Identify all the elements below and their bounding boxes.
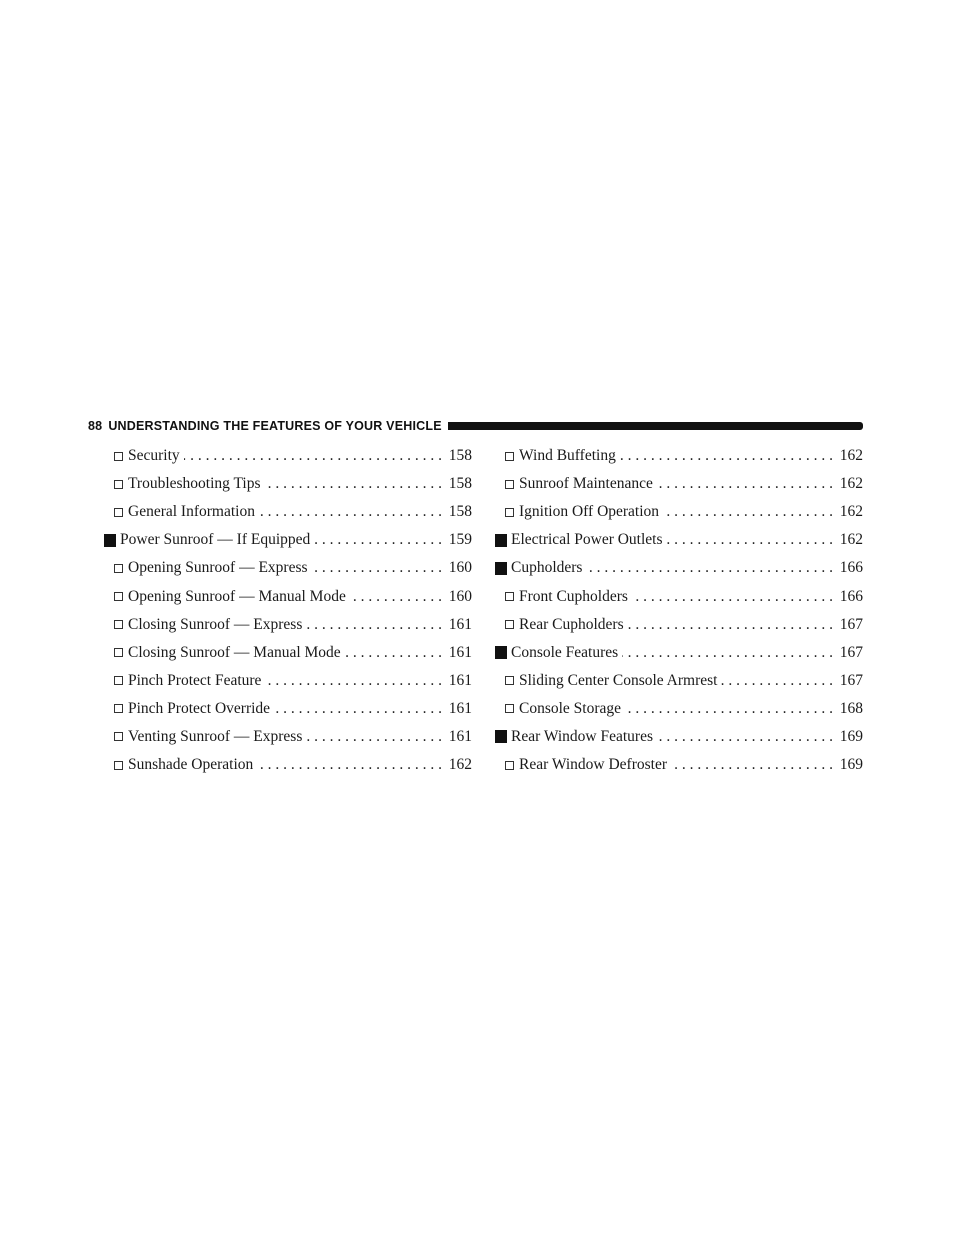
dot-leader bbox=[314, 531, 442, 549]
toc-entry-page: 161 bbox=[448, 699, 472, 717]
toc-entry[interactable] bbox=[495, 723, 863, 751]
dot-leader bbox=[628, 616, 833, 634]
open-square-bullet-icon bbox=[505, 704, 514, 713]
dot-leader bbox=[657, 475, 833, 493]
toc-entry-label: Wind Buffeting bbox=[519, 447, 616, 465]
toc-left-column bbox=[104, 442, 472, 779]
dot-leader bbox=[622, 644, 833, 662]
toc-entry-label: Rear Cupholders bbox=[519, 615, 624, 633]
toc-entry-label: Console Storage bbox=[519, 699, 622, 717]
toc-entry-label: Power Sunroof — If Equipped bbox=[120, 531, 311, 549]
toc-entry-label: Opening Sunroof — Manual Mode bbox=[128, 587, 346, 605]
toc-entry-page: 161 bbox=[448, 643, 472, 661]
toc-entry-label: Console Features bbox=[511, 643, 619, 661]
open-square-bullet-icon bbox=[505, 508, 514, 517]
toc-entry-label: Ignition Off Operation bbox=[519, 503, 660, 521]
dot-leader bbox=[184, 447, 442, 465]
toc-entry-page: 161 bbox=[448, 671, 472, 689]
page-number: 88 bbox=[88, 419, 103, 433]
toc-entry-page: 162 bbox=[839, 447, 863, 465]
toc-entry[interactable] bbox=[104, 470, 472, 498]
toc-entry[interactable] bbox=[104, 751, 472, 779]
dot-leader bbox=[265, 475, 442, 493]
toc-entry-page: 169 bbox=[839, 727, 863, 745]
dot-leader bbox=[632, 588, 833, 606]
toc-entry[interactable] bbox=[104, 611, 472, 639]
open-square-bullet-icon bbox=[505, 480, 514, 489]
toc-entry-page: 167 bbox=[839, 643, 863, 661]
toc-entry[interactable] bbox=[495, 639, 863, 667]
section-title: UNDERSTANDING THE FEATURES OF YOUR VEHICLE bbox=[108, 419, 442, 433]
open-square-bullet-icon bbox=[114, 704, 123, 713]
toc-entry[interactable] bbox=[104, 667, 472, 695]
filled-square-bullet-icon bbox=[495, 646, 507, 659]
toc-entry[interactable] bbox=[495, 526, 863, 554]
toc-entry-page: 158 bbox=[448, 475, 472, 493]
dot-leader bbox=[306, 616, 442, 634]
dot-leader bbox=[345, 644, 442, 662]
toc-entry-page: 158 bbox=[448, 503, 472, 521]
toc-entry-page: 161 bbox=[448, 727, 472, 745]
dot-leader bbox=[657, 728, 833, 746]
toc-entry-label: Closing Sunroof — Express bbox=[128, 615, 303, 633]
dot-leader bbox=[667, 531, 833, 549]
open-square-bullet-icon bbox=[114, 676, 123, 685]
toc-entry-label: Sliding Center Console Armrest bbox=[519, 671, 718, 689]
toc-entry-page: 160 bbox=[448, 559, 472, 577]
toc-entry-page: 168 bbox=[839, 699, 863, 717]
toc-entry[interactable] bbox=[104, 498, 472, 526]
dot-leader bbox=[265, 672, 442, 690]
open-square-bullet-icon bbox=[114, 592, 123, 601]
toc-entry[interactable] bbox=[104, 554, 472, 582]
open-square-bullet-icon bbox=[114, 620, 123, 629]
toc-entry[interactable] bbox=[104, 442, 472, 470]
toc-entry-label: Electrical Power Outlets bbox=[511, 531, 663, 549]
toc-entry[interactable] bbox=[104, 582, 472, 610]
toc-entry[interactable] bbox=[495, 498, 863, 526]
toc-entry-label: Pinch Protect Feature bbox=[128, 671, 262, 689]
open-square-bullet-icon bbox=[505, 452, 514, 461]
toc-entry-page: 166 bbox=[839, 559, 863, 577]
toc-entry[interactable] bbox=[104, 639, 472, 667]
open-square-bullet-icon bbox=[114, 508, 123, 517]
toc-entry[interactable] bbox=[495, 751, 863, 779]
toc-entry[interactable] bbox=[495, 582, 863, 610]
toc-entry-page: 162 bbox=[839, 531, 863, 549]
toc-right-column bbox=[495, 442, 863, 779]
toc-entry-label: Sunroof Maintenance bbox=[519, 475, 653, 493]
toc-entry-label: General Information bbox=[128, 503, 255, 521]
page-header bbox=[88, 419, 863, 433]
open-square-bullet-icon bbox=[505, 592, 514, 601]
open-square-bullet-icon bbox=[114, 732, 123, 741]
toc-entry[interactable] bbox=[495, 554, 863, 582]
toc-entry[interactable] bbox=[104, 526, 472, 554]
dot-leader bbox=[586, 559, 833, 577]
toc-entry-label: Sunshade Operation bbox=[128, 756, 254, 774]
toc-entry-label: Front Cupholders bbox=[519, 587, 628, 605]
dot-leader bbox=[620, 447, 833, 465]
dot-leader bbox=[721, 672, 833, 690]
toc-entry-page: 166 bbox=[839, 587, 863, 605]
toc-entry[interactable] bbox=[495, 470, 863, 498]
dot-leader bbox=[306, 728, 442, 746]
toc-entry[interactable] bbox=[495, 667, 863, 695]
dot-leader bbox=[350, 588, 442, 606]
toc-entry-page: 162 bbox=[839, 475, 863, 493]
toc-entry-label: Venting Sunroof — Express bbox=[128, 727, 303, 745]
toc-entry-label: Closing Sunroof — Manual Mode bbox=[128, 643, 341, 661]
toc-entry-page: 167 bbox=[839, 671, 863, 689]
filled-square-bullet-icon bbox=[495, 562, 507, 575]
dot-leader bbox=[312, 559, 442, 577]
toc-entry-label: Cupholders bbox=[511, 559, 583, 577]
toc-entry-page: 158 bbox=[448, 447, 472, 465]
toc-entry-label: Rear Window Features bbox=[511, 727, 653, 745]
header-rule bbox=[448, 422, 863, 430]
toc-entry-page: 162 bbox=[448, 756, 472, 774]
dot-leader bbox=[274, 700, 442, 718]
toc-entry[interactable] bbox=[495, 611, 863, 639]
toc-entry-page: 159 bbox=[448, 531, 472, 549]
dot-leader bbox=[663, 503, 833, 521]
open-square-bullet-icon bbox=[114, 564, 123, 573]
toc-entry-page: 161 bbox=[448, 615, 472, 633]
dot-leader bbox=[625, 700, 833, 718]
toc-entry-label: Troubleshooting Tips bbox=[128, 475, 261, 493]
dot-leader bbox=[257, 756, 442, 774]
toc-entry[interactable] bbox=[104, 695, 472, 723]
open-square-bullet-icon bbox=[505, 761, 514, 770]
open-square-bullet-icon bbox=[114, 648, 123, 657]
toc-entry-page: 162 bbox=[839, 503, 863, 521]
dot-leader bbox=[259, 503, 442, 521]
toc-entry-page: 160 bbox=[448, 587, 472, 605]
filled-square-bullet-icon bbox=[104, 534, 116, 547]
filled-square-bullet-icon bbox=[495, 730, 507, 743]
filled-square-bullet-icon bbox=[495, 534, 507, 547]
open-square-bullet-icon bbox=[114, 761, 123, 770]
toc-entry[interactable] bbox=[495, 442, 863, 470]
toc-entry-label: Opening Sunroof — Express bbox=[128, 559, 308, 577]
open-square-bullet-icon bbox=[114, 452, 123, 461]
toc-entry-label: Pinch Protect Override bbox=[128, 699, 271, 717]
open-square-bullet-icon bbox=[505, 620, 514, 629]
toc-entry-label: Rear Window Defroster bbox=[519, 756, 668, 774]
toc-entry[interactable] bbox=[104, 723, 472, 751]
dot-leader bbox=[671, 756, 833, 774]
toc-entry-page: 167 bbox=[839, 615, 863, 633]
toc-entry-label: Security bbox=[128, 447, 180, 465]
toc-entry-page: 169 bbox=[839, 756, 863, 774]
open-square-bullet-icon bbox=[505, 676, 514, 685]
open-square-bullet-icon bbox=[114, 480, 123, 489]
toc-entry[interactable] bbox=[495, 695, 863, 723]
